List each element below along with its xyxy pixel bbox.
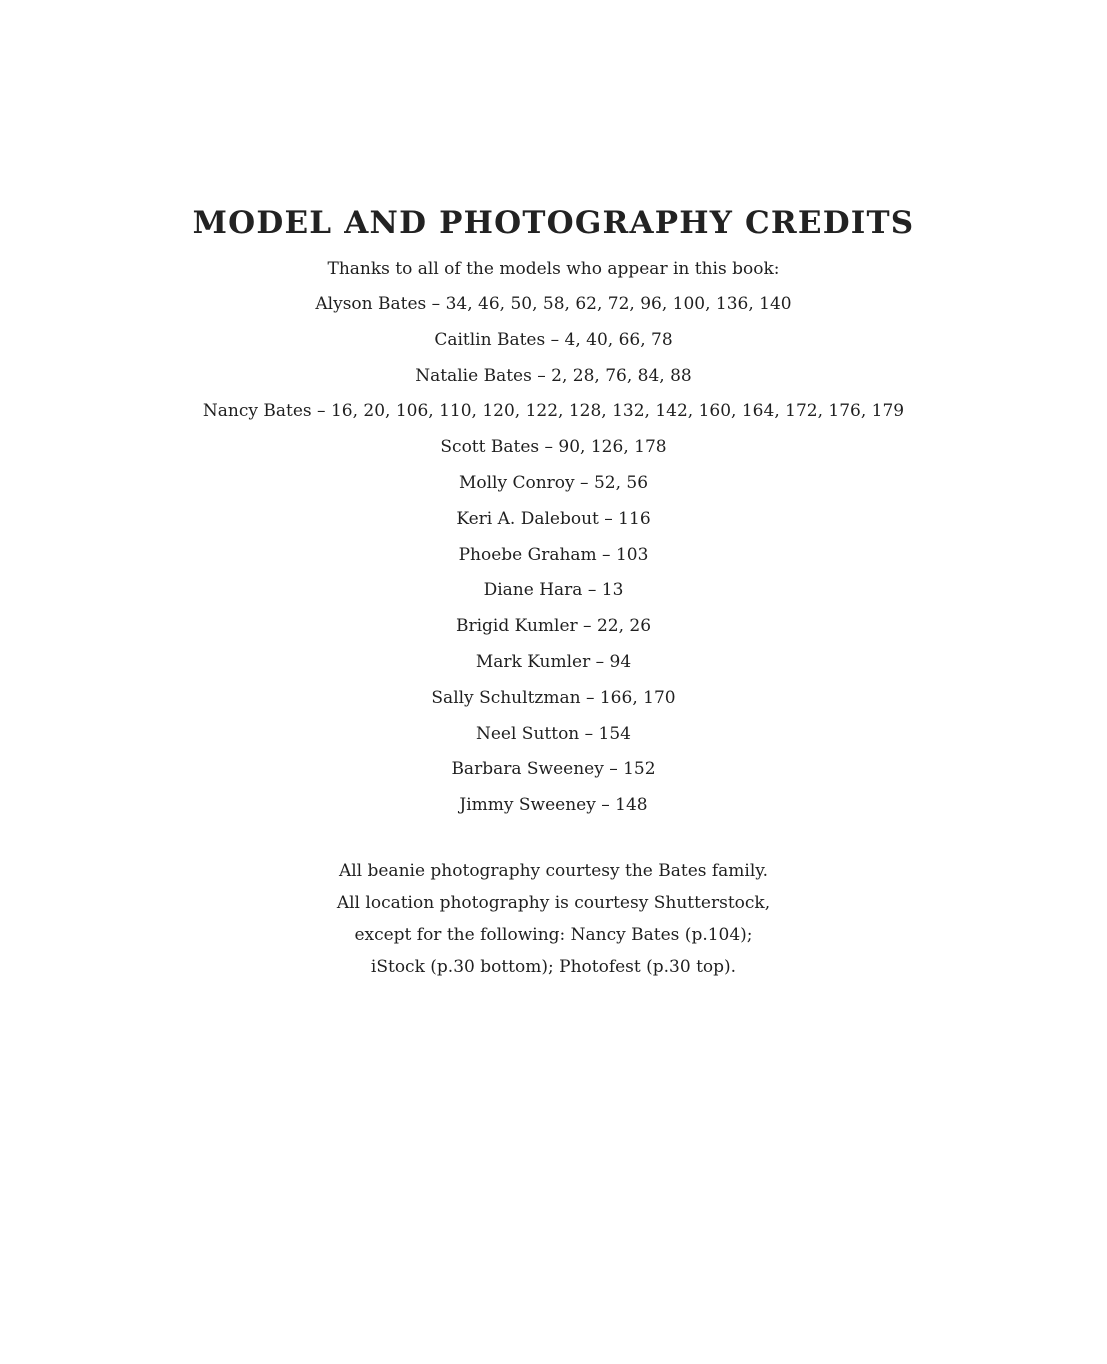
intro-text: Thanks to all of the models who appear in this book: bbox=[327, 259, 780, 279]
model-credits-list bbox=[0, 292, 1107, 829]
photography-credit-line: All beanie photography courtesy the Bates family. bbox=[338, 861, 769, 881]
list-item: Brigid Kumler – 22, 26 bbox=[455, 616, 652, 637]
list-item: Barbara Sweeney – 152 bbox=[451, 759, 656, 780]
photography-credit-line: All location photography is courtesy Shutterstock, bbox=[336, 893, 771, 913]
list-item: Nancy Bates – 16, 20, 106, 110, 120, 122, 128, 132, 142, 160, 164, 172, 176, 179 bbox=[202, 401, 905, 422]
list-item: Molly Conroy – 52, 56 bbox=[458, 472, 649, 493]
list-item: Caitlin Bates – 4, 40, 66, 78 bbox=[434, 329, 673, 350]
list-item: Neel Sutton – 154 bbox=[475, 723, 632, 744]
list-item: Diane Hara – 13 bbox=[483, 580, 624, 601]
page-title: MODEL AND PHOTOGRAPHY CREDITS bbox=[192, 205, 915, 241]
list-item: Natalie Bates – 2, 28, 76, 84, 88 bbox=[415, 365, 692, 386]
photography-credit-line: except for the following: Nancy Bates (p.104); bbox=[354, 925, 753, 945]
photography-credit-line: iStock (p.30 bottom); Photofest (p.30 top). bbox=[370, 957, 737, 977]
list-item: Mark Kumler – 94 bbox=[475, 651, 632, 672]
list-item: Alyson Bates – 34, 46, 50, 58, 62, 72, 96, 100, 136, 140 bbox=[315, 294, 792, 314]
photography-credits bbox=[0, 858, 1107, 986]
list-item: Scott Bates – 90, 126, 178 bbox=[440, 437, 667, 458]
list-item: Jimmy Sweeney – 148 bbox=[459, 795, 648, 816]
list-item: Sally Schultzman – 166, 170 bbox=[431, 687, 676, 708]
list-item: Phoebe Graham – 103 bbox=[458, 544, 649, 565]
list-item: Keri A. Dalebout – 116 bbox=[456, 508, 651, 529]
